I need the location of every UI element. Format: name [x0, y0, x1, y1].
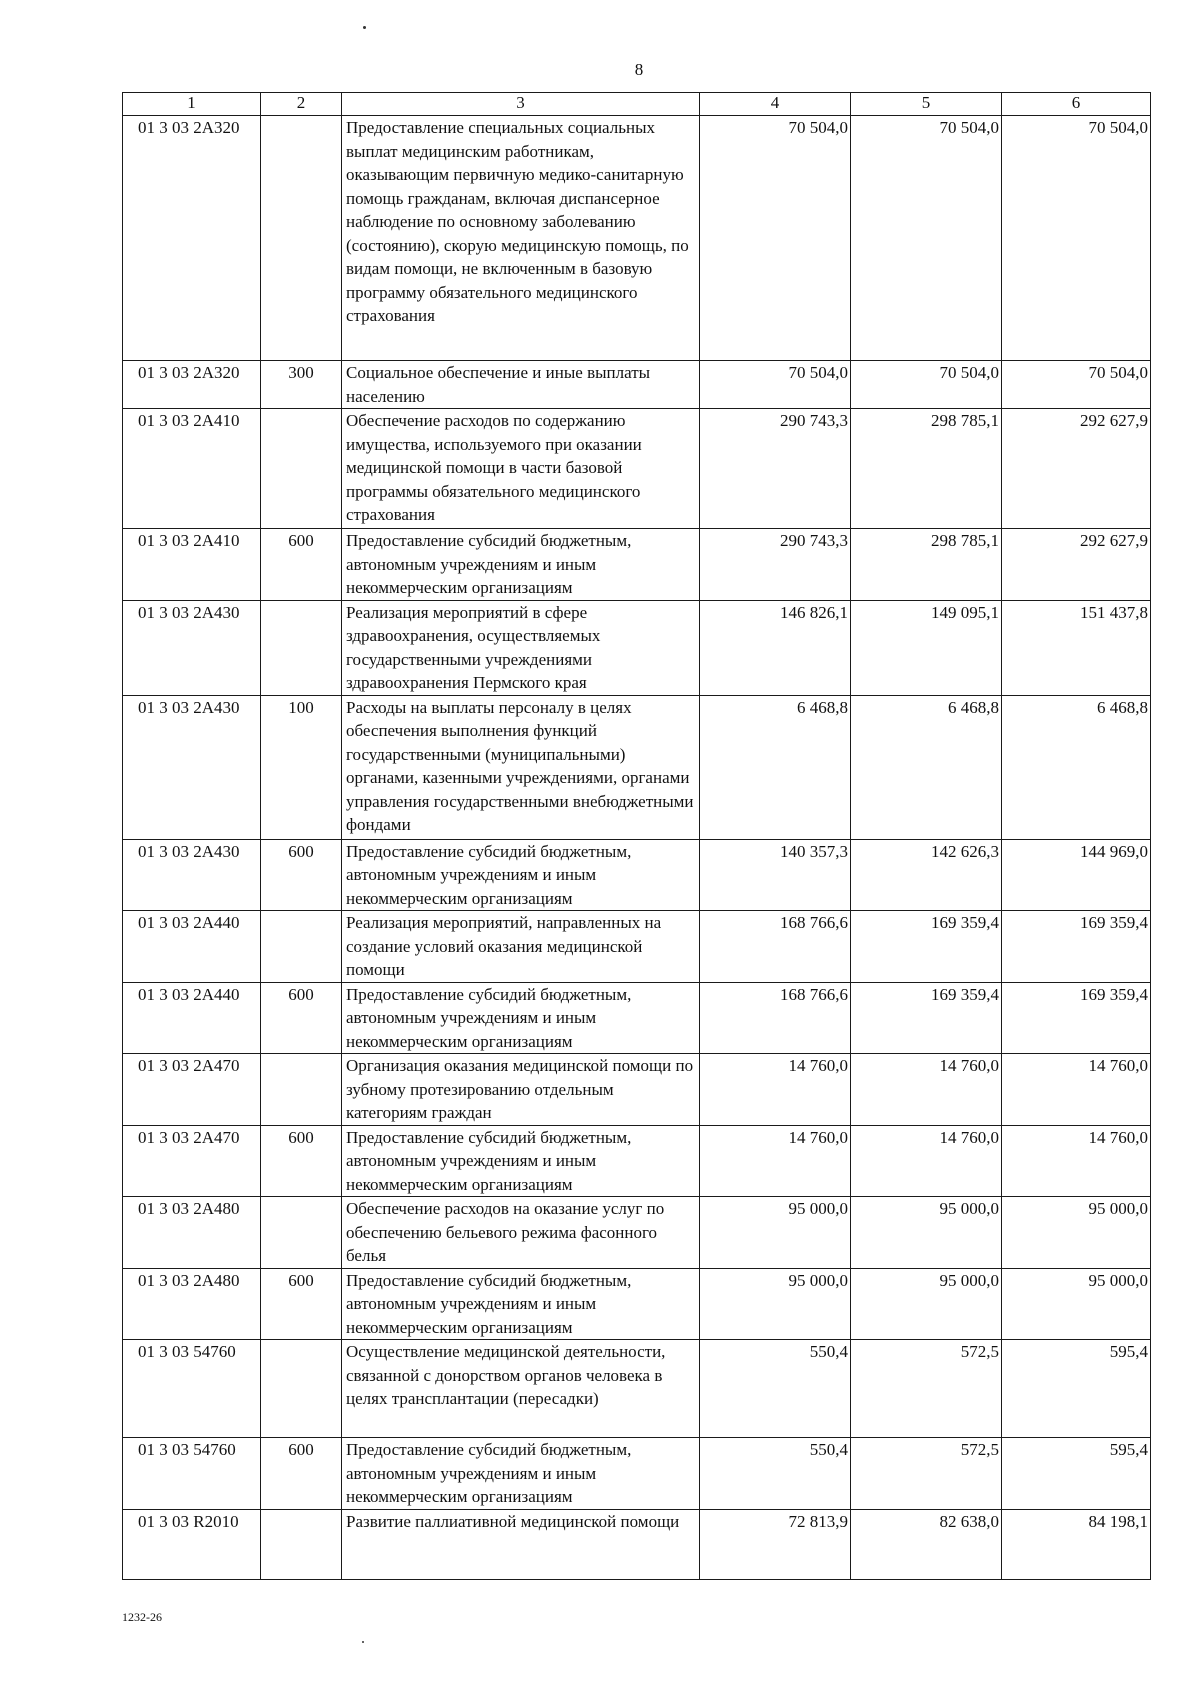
row-code-cell: 01 3 03 2А470: [123, 1054, 261, 1126]
row-value-year2-cell: 169 359,4: [851, 982, 1002, 1054]
row-value-year1-cell: 168 766,6: [700, 982, 851, 1054]
table-row: [123, 600, 1151, 695]
row-value-year2-cell: 149 095,1: [851, 600, 1002, 695]
header-row: [123, 93, 1151, 116]
row-value-year1-cell: 95 000,0: [700, 1197, 851, 1269]
table-row: [123, 529, 1151, 601]
row-value-year2-cell: 298 785,1: [851, 409, 1002, 529]
row-value-year2-cell: 14 760,0: [851, 1054, 1002, 1126]
header-col-4: 4: [700, 93, 851, 116]
row-value-year3-cell: 14 760,0: [1002, 1054, 1151, 1126]
row-value-year1-cell: 550,4: [700, 1438, 851, 1510]
row-description-cell: Предоставление субсидий бюджетным, автономным учреждениям и иным некоммерческим организациям: [342, 839, 700, 911]
row-value-year1-cell: 6 468,8: [700, 695, 851, 839]
table-body: [123, 116, 1151, 1580]
row-code-cell: 01 3 03 2А430: [123, 695, 261, 839]
table-row: [123, 116, 1151, 361]
row-value-year1-cell: 146 826,1: [700, 600, 851, 695]
row-value-year1-cell: 95 000,0: [700, 1268, 851, 1340]
row-code-cell: 01 3 03 2А320: [123, 361, 261, 409]
row-kvr-cell: 600: [261, 1125, 342, 1197]
scan-speck: [362, 1641, 364, 1643]
row-description-cell: Осуществление медицинской деятельности, связанной с донорством органов человека в целях трансплантации (пересадки): [342, 1340, 700, 1438]
table-row: [123, 1509, 1151, 1579]
row-description-cell: Предоставление субсидий бюджетным, автономным учреждениям и иным некоммерческим организациям: [342, 1438, 700, 1510]
row-code-cell: 01 3 03 2А430: [123, 600, 261, 695]
row-kvr-cell: [261, 1054, 342, 1126]
row-value-year2-cell: 169 359,4: [851, 911, 1002, 983]
table-row: [123, 695, 1151, 839]
row-description-cell: Предоставление субсидий бюджетным, автономным учреждениям и иным некоммерческим организациям: [342, 982, 700, 1054]
row-kvr-cell: 100: [261, 695, 342, 839]
row-code-cell: 01 3 03 R2010: [123, 1509, 261, 1579]
table-row: [123, 982, 1151, 1054]
row-value-year3-cell: 595,4: [1002, 1438, 1151, 1510]
row-code-cell: 01 3 03 2А410: [123, 409, 261, 529]
row-value-year2-cell: 142 626,3: [851, 839, 1002, 911]
row-kvr-cell: [261, 600, 342, 695]
row-kvr-cell: [261, 911, 342, 983]
row-value-year3-cell: 6 468,8: [1002, 695, 1151, 839]
row-description-cell: Обеспечение расходов по содержанию имущества, используемого при оказании медицинской помощи в части базовой программы обязательного медицинского страхования: [342, 409, 700, 529]
header-col-5: 5: [851, 93, 1002, 116]
row-code-cell: 01 3 03 54760: [123, 1438, 261, 1510]
table-row: [123, 839, 1151, 911]
scan-speck: [363, 26, 366, 29]
row-code-cell: 01 3 03 2А430: [123, 839, 261, 911]
row-code-cell: 01 3 03 2А470: [123, 1125, 261, 1197]
row-value-year2-cell: 95 000,0: [851, 1197, 1002, 1269]
table-row: [123, 409, 1151, 529]
row-code-cell: 01 3 03 2А480: [123, 1268, 261, 1340]
row-code-cell: 01 3 03 2А440: [123, 911, 261, 983]
row-value-year3-cell: 169 359,4: [1002, 911, 1151, 983]
row-kvr-cell: 600: [261, 529, 342, 601]
row-description-cell: Расходы на выплаты персоналу в целях обеспечения выполнения функций государственными (муниципальными) органами, казенными учреждениями, органами управления государственными внебюджетными фондами: [342, 695, 700, 839]
page-number: 8: [634, 60, 644, 79]
row-value-year2-cell: 82 638,0: [851, 1509, 1002, 1579]
row-value-year3-cell: 84 198,1: [1002, 1509, 1151, 1579]
table-header: [123, 93, 1151, 116]
row-value-year1-cell: 290 743,3: [700, 529, 851, 601]
row-value-year3-cell: 95 000,0: [1002, 1268, 1151, 1340]
row-value-year2-cell: 6 468,8: [851, 695, 1002, 839]
row-value-year2-cell: 70 504,0: [851, 361, 1002, 409]
row-value-year3-cell: 95 000,0: [1002, 1197, 1151, 1269]
row-value-year3-cell: 292 627,9: [1002, 409, 1151, 529]
row-code-cell: 01 3 03 2А320: [123, 116, 261, 361]
row-kvr-cell: [261, 1509, 342, 1579]
row-value-year3-cell: 14 760,0: [1002, 1125, 1151, 1197]
table-row: [123, 1340, 1151, 1438]
table-row: [123, 1268, 1151, 1340]
row-value-year2-cell: 298 785,1: [851, 529, 1002, 601]
row-description-cell: Предоставление субсидий бюджетным, автономным учреждениям и иным некоммерческим организациям: [342, 1268, 700, 1340]
row-value-year1-cell: 72 813,9: [700, 1509, 851, 1579]
table-row: [123, 1125, 1151, 1197]
row-value-year2-cell: 95 000,0: [851, 1268, 1002, 1340]
row-description-cell: Предоставление субсидий бюджетным, автономным учреждениям и иным некоммерческим организациям: [342, 1125, 700, 1197]
row-code-cell: 01 3 03 2А480: [123, 1197, 261, 1269]
row-value-year1-cell: 14 760,0: [700, 1125, 851, 1197]
table-row: [123, 361, 1151, 409]
table-row: [123, 911, 1151, 983]
row-description-cell: Предоставление специальных социальных выплат медицинским работникам, оказывающим первичную медико-санитарную помощь гражданам, включая диспансерное наблюдение по основному заболеванию (состоянию), скорую медицинскую помощь, по видам помощи, не включенным в базовую программу обязательного медицинского страхования: [342, 116, 700, 361]
row-value-year3-cell: 595,4: [1002, 1340, 1151, 1438]
row-value-year3-cell: 70 504,0: [1002, 361, 1151, 409]
row-value-year3-cell: 151 437,8: [1002, 600, 1151, 695]
header-col-2: 2: [261, 93, 342, 116]
row-kvr-cell: 300: [261, 361, 342, 409]
row-kvr-cell: 600: [261, 839, 342, 911]
footer-document-code: 1232-26: [122, 1610, 162, 1624]
row-description-cell: Реализация мероприятий, направленных на создание условий оказания медицинской помощи: [342, 911, 700, 983]
row-description-cell: Реализация мероприятий в сфере здравоохранения, осуществляемых государственными учреждениями здравоохранения Пермского края: [342, 600, 700, 695]
row-value-year2-cell: 70 504,0: [851, 116, 1002, 361]
row-kvr-cell: 600: [261, 1438, 342, 1510]
row-description-cell: Предоставление субсидий бюджетным, автономным учреждениям и иным некоммерческим организациям: [342, 529, 700, 601]
row-kvr-cell: 600: [261, 982, 342, 1054]
row-description-cell: Обеспечение расходов на оказание услуг по обеспечению бельевого режима фасонного белья: [342, 1197, 700, 1269]
header-col-3: 3: [342, 93, 700, 116]
row-description-cell: Развитие паллиативной медицинской помощи: [342, 1509, 700, 1579]
table-row: [123, 1054, 1151, 1126]
row-description-cell: Организация оказания медицинской помощи по зубному протезированию отдельным категориям граждан: [342, 1054, 700, 1126]
row-kvr-cell: [261, 409, 342, 529]
row-value-year1-cell: 70 504,0: [700, 116, 851, 361]
row-code-cell: 01 3 03 54760: [123, 1340, 261, 1438]
row-value-year2-cell: 14 760,0: [851, 1125, 1002, 1197]
header-col-6: 6: [1002, 93, 1151, 116]
budget-table: [122, 92, 1151, 1580]
row-kvr-cell: [261, 1340, 342, 1438]
row-kvr-cell: 600: [261, 1268, 342, 1340]
row-value-year3-cell: 144 969,0: [1002, 839, 1151, 911]
row-value-year1-cell: 550,4: [700, 1340, 851, 1438]
row-value-year3-cell: 169 359,4: [1002, 982, 1151, 1054]
header-col-1: 1: [123, 93, 261, 116]
row-value-year1-cell: 168 766,6: [700, 911, 851, 983]
table-row: [123, 1197, 1151, 1269]
row-description-cell: Социальное обеспечение и иные выплаты населению: [342, 361, 700, 409]
row-value-year3-cell: 292 627,9: [1002, 529, 1151, 601]
row-value-year1-cell: 290 743,3: [700, 409, 851, 529]
table-row: [123, 1438, 1151, 1510]
row-value-year1-cell: 14 760,0: [700, 1054, 851, 1126]
row-value-year2-cell: 572,5: [851, 1438, 1002, 1510]
row-value-year2-cell: 572,5: [851, 1340, 1002, 1438]
row-code-cell: 01 3 03 2А410: [123, 529, 261, 601]
row-kvr-cell: [261, 1197, 342, 1269]
row-value-year1-cell: 70 504,0: [700, 361, 851, 409]
row-kvr-cell: [261, 116, 342, 361]
row-value-year1-cell: 140 357,3: [700, 839, 851, 911]
row-value-year3-cell: 70 504,0: [1002, 116, 1151, 361]
row-code-cell: 01 3 03 2А440: [123, 982, 261, 1054]
